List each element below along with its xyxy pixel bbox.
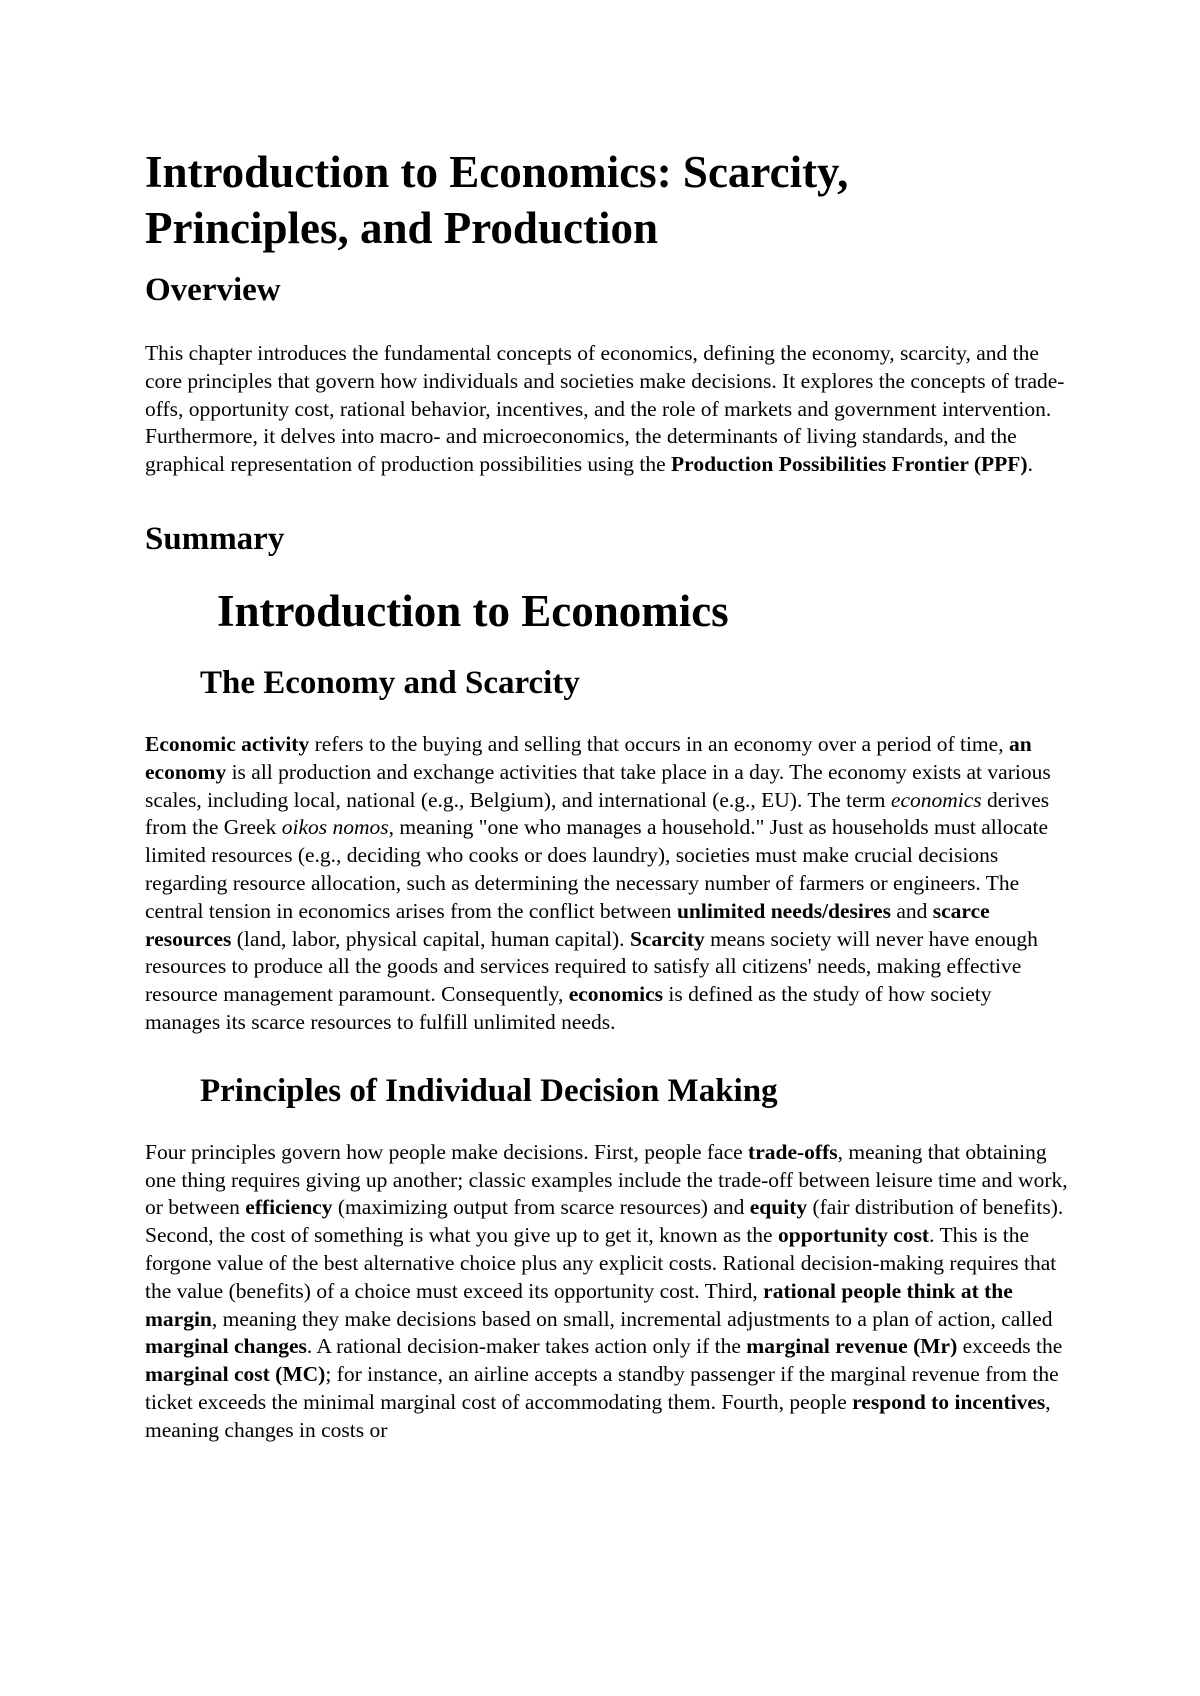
bold-term: Scarcity [629, 926, 705, 951]
paragraph-text: (land, labor, physical capital, human capital). [231, 926, 630, 951]
section-heading-decision-making: Principles of Individual Decision Making [200, 1072, 778, 1109]
bold-term: unlimited needs/desires [676, 898, 891, 923]
economy-scarcity-paragraph [145, 731, 1070, 1037]
paragraph-text: , meaning that obtaining one thing requires giving up another; classic examples include the trade-off between leisure time and work, or between [145, 1139, 1068, 1220]
bold-term: marginal changes [145, 1334, 307, 1359]
overview-text-end: . [1027, 452, 1033, 477]
paragraph-text: means society will never have enough resources to produce all the goods and services required to satisfy all citizens' needs, making effective resource management paramount. Consequently, [145, 926, 1038, 1007]
bold-term: opportunity cost [777, 1223, 930, 1248]
bold-term: trade-offs [748, 1139, 838, 1164]
document-title: Introduction to Economics: Scarcity, Principles, and Production [145, 147, 849, 253]
paragraph-text: is defined as the study of how society manages its scarce resources to fulfill unlimited needs. [145, 982, 992, 1034]
italic-term: economics [890, 787, 982, 812]
paragraph-text: and [890, 898, 933, 923]
bold-term: efficiency [245, 1195, 333, 1220]
paragraph-text: (fair distribution of benefits). Second, the cost of something is what you give up to get it, known as the [145, 1195, 1064, 1248]
paragraph-text: . This is the forgone value of the best alternative choice plus any explicit costs. Rational decision-making requires that the value (benefits) of a choice must exceed its opportunity cost. Third, [145, 1223, 1057, 1303]
paragraph-text: , meaning they make decisions based on small, incremental adjustments to a plan of action, called [211, 1306, 1053, 1331]
bold-term: marginal revenue (Mr) [746, 1334, 958, 1359]
bold-term: respond to incentives [852, 1389, 1046, 1414]
italic-term: oikos nomos [281, 815, 389, 840]
decision-making-paragraph [145, 1139, 1070, 1445]
paragraph-text: derives from the Greek [145, 787, 1050, 840]
bold-term: scarce resources [145, 898, 990, 951]
paragraph-text: , meaning changes in costs or [145, 1389, 1051, 1442]
paragraph-text: (maximizing output from scarce resources) and [332, 1195, 750, 1220]
bold-term: rational people think at the margin [145, 1278, 1013, 1331]
summary-heading: Summary [145, 520, 285, 557]
paragraph-text: refers to the buying and selling that occurs in an economy over a period of time, [309, 731, 1009, 756]
section-heading-economy-scarcity: The Economy and Scarcity [200, 664, 580, 701]
paragraph-text: , meaning "one who manages a household." Just as households must allocate limited resources (e.g., deciding who cooks or does laundry), societies must make crucial decisions regarding resource allocation, such as determining the necessary number of farmers or engineers. The central tension in economics arises from the conflict between [145, 815, 1049, 923]
overview-text: This chapter introduces the fundamental concepts of economics, defining the economy, scarcity, and the core principles that govern how individuals and societies make decisions. It explores the concepts of trade-offs, opportunity cost, rational behavior, incentives, and the role of markets and government intervention. Furthermore, it delves into macro- and microeconomics, the determinants of living standards, and the graphical representation of production possibilities using the [145, 341, 1065, 477]
bold-term: marginal cost (MC) [145, 1362, 326, 1387]
bold-term: Economic activity [145, 731, 310, 756]
paragraph-text: is all production and exchange activities that take place in a day. The economy exists at various scales, including local, national (e.g., Belgium), and international (e.g., EU). The term [145, 759, 1051, 812]
overview-bold-ppf: Production Possibilities Frontier (PPF) [671, 452, 1028, 477]
summary-title: Introduction to Economics [217, 585, 729, 636]
paragraph-text: ; for instance, an airline accepts a standby passenger if the marginal revenue from the ticket exceeds the minimal marginal cost of accommodating them. Fourth, people [145, 1362, 1059, 1414]
paragraph-text: Four principles govern how people make decisions. First, people face [145, 1139, 749, 1164]
bold-term: equity [749, 1195, 808, 1220]
paragraph-text: exceeds the [957, 1334, 1063, 1359]
document-body [145, 144, 1075, 1445]
overview-paragraph [145, 340, 1070, 479]
bold-term: economics [568, 982, 664, 1007]
bold-term: an economy [145, 731, 1032, 784]
paragraph-text: . A rational decision-maker takes action only if the [306, 1334, 747, 1359]
overview-heading: Overview [145, 272, 281, 308]
